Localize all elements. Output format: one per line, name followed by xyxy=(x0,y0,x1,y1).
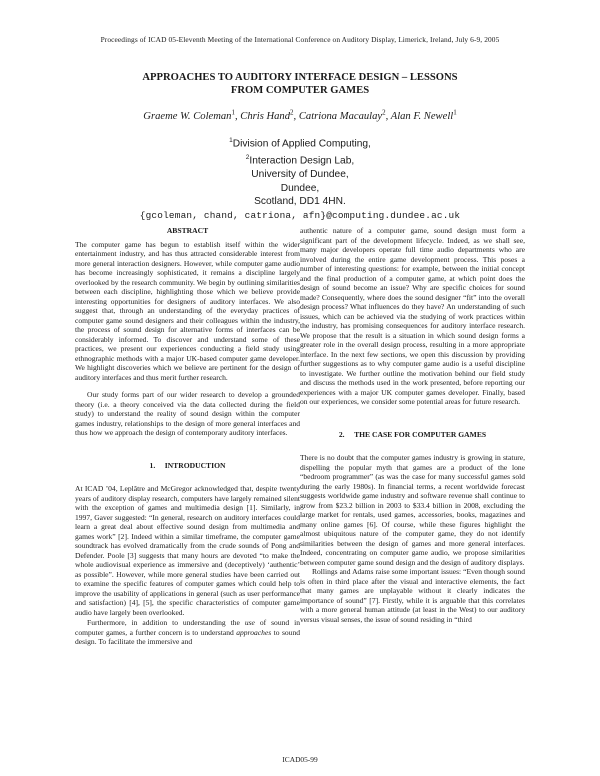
affiliation-line: $^2$Interaction Design Lab, xyxy=(245,153,355,167)
abstract-paragraph: Our study forms part of our wider research to develop a grounded theory (i.e. a theory conceived via the data collected during the field study) to understand the reality of sound design within the computer games industry, relationships to the design of more general interfaces and thus how we approach the design of contemporary auditory interfaces. xyxy=(75,390,300,437)
intro-paragraph: At ICAD ’04, Leplâtre and McGregor acknowledged that, despite twenty years of auditory display research, computers have largely remained silent with the exception of games and multimedia design [1]. Similarly, in 1997, Gaver suggested: “In general, research on auditory interfaces could learn a great deal about effective sound design from multimedia and games work” [2]. Indeed within a similar timeframe, the computer game soundtrack has evolved dramatically from the crude sounds of Pong and Defender. Poole [3] suggests that many hours are devoted “to make the whole audiovisual experience as immersive and (deceptively) ‘authentic’ as possible”. However, while more general studies have been carried out to examine the specific features of computer games which could help to improve the usability of applications in general (such as user performance and satisfaction) [4], [5], the specific characteristics of computer game audio have largely been overlooked. xyxy=(75,484,300,617)
running-header: Proceedings of ICAD 05-Eleventh Meeting of the International Conference on Auditory Display, Limerick, Ireland, July 6-9, 2005 xyxy=(100,35,500,44)
author-emails[interactable]: {gcoleman, chand, catriona, afn}@computing.dundee.ac.uk xyxy=(139,209,461,221)
title-line-2: FROM COMPUTER GAMES xyxy=(230,85,370,97)
abstract-paragraph: The computer game has begun to establish itself within the wider entertainment industry, and has thus attracted considerable interest from more general interaction designers. However, while computer game audio has become increasingly sophisticated, it remains a discipline largely overlooked by the research community. We begin by outlining similarities between each discipline, highlighting those which we believe provide interesting opportunities for designers of auditory interfaces. We also suggest that, through an understanding of the everyday practices of computer game sound designers and their colleagues within the industry, the process of sound design for alternative forms of interfaces can be considerably informed. To discover and understand some of these practices, we present our experiences conducting a field study using ethnographic methods with a major UK-based computer game developer. We highlight discoveries which we believe are pertinent for the design of auditory interfaces and thus merit further research. xyxy=(75,239,300,382)
section-2-paragraph: There is no doubt that the computer games industry is growing in stature, dispelling the popular myth that games are a product of the lone “bedroom programmer” (as was the case for many successful games sold during the early 1980s). In financial terms, a recent worldwide forecast suggests worldwide game industry and software revenue shall continue to grow from $23.2 billion in 2003 to $33.4 billion in 2008, excluding the large market for rentals, used games, accessories, books, magazines and many online games [6]. Of course, while these figures highlight the almost ubiquitous nature of the computer game, they do not identify similarities between the design of games and more general interfaces. Indeed, concentrating on computer game audio, we propose similarities between computer game sound design and the design of auditory displays. xyxy=(300,453,525,567)
page-footer: ICAD05-99 xyxy=(282,755,318,764)
author: Catriona Macaulay$^2$, xyxy=(298,108,391,122)
affiliation-line: $^1$Division of Applied Computing, xyxy=(229,137,371,150)
section-2-paragraph: Rollings and Adams raise some important issues: “Even though sound is often in third place after the visual and interactive elements, the fact that many games are unplayable without it clearly indicates the importance of sound” [7]. Firstly, while it is arguable that this correlates with a more general human attitude (at least in the West) to our auditory versus visual senses, the issue of sound residing in “third xyxy=(300,567,525,624)
left-column xyxy=(75,226,300,647)
intro-paragraph: Furthermore, in addition to understanding the use of sound in computer games, a further concern is to understand approaches to sound design. To facilitate the immersive and xyxy=(75,618,300,646)
abstract-heading: ABSTRACT xyxy=(166,226,209,235)
affiliation-line: Scotland, DD1 4HN. xyxy=(254,196,346,208)
author: Graeme W. Coleman$^1$, xyxy=(143,108,241,122)
affiliation-line: University of Dundee, xyxy=(251,168,349,180)
author-list xyxy=(60,108,540,122)
paper-title xyxy=(80,71,520,98)
author: Alan F. Newell$^1$ xyxy=(390,108,457,122)
affiliation-line: Dundee, xyxy=(280,182,320,194)
author: Chris Hand$^2$, xyxy=(240,108,299,122)
affiliation-block xyxy=(100,134,500,222)
right-column xyxy=(300,226,525,624)
section-2-heading: 2. THE CASE FOR COMPUTER GAMES xyxy=(338,429,487,439)
title-line-1: APPROACHES TO AUDITORY INTERFACE DESIGN – LESSONS xyxy=(142,72,458,83)
introduction-heading: 1. INTRODUCTION xyxy=(149,460,226,470)
body-paragraph: authentic nature of a computer game, sound design must form a significant part of the development lifecycle. Indeed, as we shall see, many major developers operate full time audio departments who are involved during the entire game development process. This poses a number of interesting questions: for example, between the initial concept and the final production of a computer game, at which point does the design of sound become an issue? Why are specific choices for sound made? Consequently, where does the sound designer “fit” into the overall design process? What influences do they have? An understanding of such issues, which can be achieved via the studying of work practices within the industry, has promising consequences for auditory interface research. We propose that the result is a situation in which sound design forms a greater role in the overall design process, resulting in a more appropriate interface. In the next few sections, we open this discussion by providing further suggestions as to why computer game audio is a useful discipline to investigate. We further outline the motivation behind our field study and discuss the methods used in the work presented, before reporting our experiences with a major UK computer games developer. Finally, based on our experiences, we consider some potential areas for future research. xyxy=(300,226,525,406)
